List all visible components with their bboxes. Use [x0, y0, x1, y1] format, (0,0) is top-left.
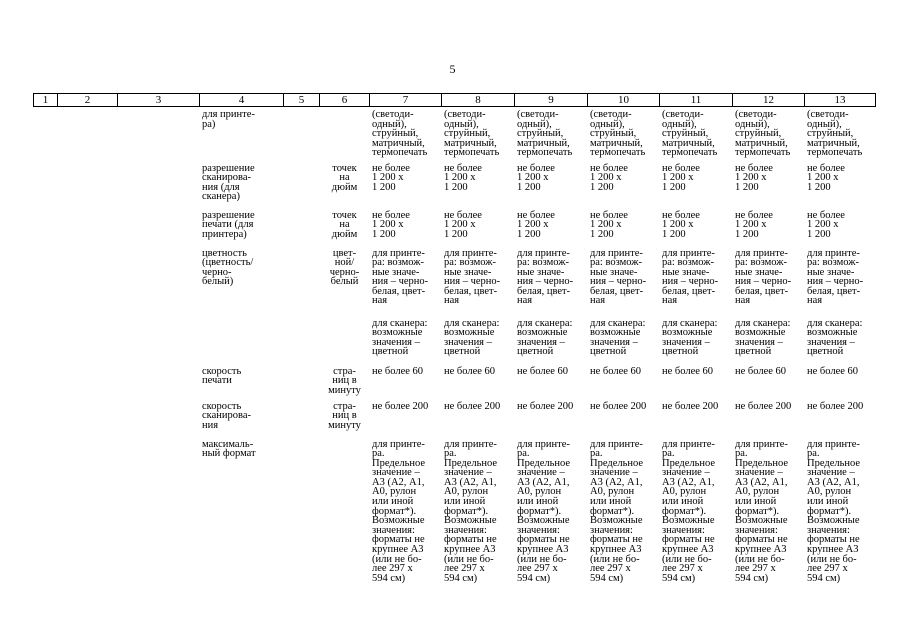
parameter-name: цветность (цветность/ черно- белый) — [202, 247, 254, 288]
unit-cell: точек на дюйм — [331, 162, 358, 193]
empty-cell — [284, 366, 320, 401]
value-cell: для сканера: возможные значения – цветной — [590, 317, 646, 358]
value-cell: для принте- ра: возмож- ные значе- ния – черно- белая, цвет- ная — [444, 247, 501, 307]
unit-cell — [320, 318, 370, 366]
empty-cell — [284, 318, 320, 366]
parameter-name: разрешение сканирова- ния (для сканера) — [202, 162, 255, 203]
value-cell: для принте- ра: возмож- ные значе- ния – черно- белая, цвет- ная — [662, 247, 719, 307]
empty-cell — [58, 401, 118, 439]
value-cell: не более 200 — [444, 400, 501, 412]
value-cell: не более 1 200 x 1 200 — [444, 162, 482, 193]
value-cell: (светоди- одный), струйный, матричный, термопечать — [372, 109, 428, 159]
column-number: 10 — [588, 94, 660, 107]
table-row — [34, 210, 876, 248]
value-cell: не более 60 — [735, 365, 787, 377]
empty-cell — [58, 439, 118, 604]
value-cell: (светоди- одный), струйный, матричный, термопечать — [735, 109, 791, 159]
value-cell: для сканера: возможные значения – цветной — [807, 317, 863, 358]
empty-cell — [284, 401, 320, 439]
empty-cell — [58, 248, 118, 318]
value-cell: не более 1 200 x 1 200 — [807, 209, 845, 240]
value-cell: для сканера: возможные значения – цветной — [444, 317, 500, 358]
table-row — [34, 107, 876, 163]
value-cell: не более 1 200 x 1 200 — [444, 209, 482, 240]
empty-cell — [34, 401, 58, 439]
column-number: 5 — [284, 94, 320, 107]
header-row — [34, 94, 876, 107]
column-number: 6 — [320, 94, 370, 107]
value-cell: (светоди- одный), струйный, матричный, термопечать — [662, 109, 718, 159]
empty-cell — [34, 248, 58, 318]
value-cell: не более 60 — [444, 365, 496, 377]
parameter-name: разрешение печати (для принтера) — [202, 209, 255, 240]
parameter-name: максималь- ный формат — [202, 438, 256, 460]
value-cell: (светоди- одный), струйный, матричный, термопечать — [444, 109, 500, 159]
parameter-name: для принте- ра) — [202, 109, 255, 130]
value-cell: для принте- ра: возмож- ные значе- ния – черно- белая, цвет- ная — [807, 247, 864, 307]
empty-cell — [58, 366, 118, 401]
value-cell: для сканера: возможные значения – цветной — [372, 317, 428, 358]
value-cell: не более 1 200 x 1 200 — [662, 209, 700, 240]
column-number: 4 — [200, 94, 284, 107]
value-cell: для принте- ра. Предельное значение – А3 (А2, А1, А0, рулон или иной формат*). Возможные значения: форматы не крупнее А3 (или не бо- лее 297 x 594 см) — [444, 438, 498, 584]
value-cell: не более 60 — [662, 365, 714, 377]
parameter-name: скорость сканирова- ния — [202, 400, 251, 431]
empty-cell — [34, 163, 58, 210]
value-cell: для принте- ра. Предельное значение – А3 (А2, А1, А0, рулон или иной формат*). Возможные значения: форматы не крупнее А3 (или не бо- лее 297 x 594 см) — [517, 438, 571, 584]
value-cell: для сканера: возможные значения – цветной — [735, 317, 791, 358]
column-number: 3 — [118, 94, 200, 107]
table-row — [34, 248, 876, 318]
value-cell: для принте- ра. Предельное значение – А3 (А2, А1, А0, рулон или иной формат*). Возможные значения: форматы не крупнее А3 (или не бо- лее 297 x 594 см) — [807, 438, 861, 584]
column-number: 1 — [34, 94, 58, 107]
value-cell: не более 1 200 x 1 200 — [590, 209, 628, 240]
value-cell: (светоди- одный), струйный, матричный, термопечать — [590, 109, 646, 159]
value-cell: не более 1 200 x 1 200 — [372, 209, 410, 240]
table-row — [34, 439, 876, 604]
empty-cell — [118, 248, 200, 318]
page-number: 5 — [449, 62, 456, 76]
empty-cell — [58, 107, 118, 163]
value-cell: для сканера: возможные значения – цветной — [662, 317, 718, 358]
empty-cell — [118, 439, 200, 604]
empty-cell — [118, 401, 200, 439]
value-cell: не более 200 — [517, 400, 574, 412]
value-cell: не более 200 — [735, 400, 792, 412]
value-cell: (светоди- одный), струйный, матричный, термопечать — [517, 109, 573, 159]
unit-cell: точек на дюйм — [331, 209, 358, 240]
value-cell: не более 200 — [590, 400, 647, 412]
value-cell: не более 1 200 x 1 200 — [590, 162, 628, 193]
value-cell: не более 60 — [807, 365, 859, 377]
unit-cell — [320, 107, 370, 163]
value-cell: для принте- ра. Предельное значение – А3 (А2, А1, А0, рулон или иной формат*). Возможные значения: форматы не крупнее А3 (или не бо- лее 297 x 594 см) — [662, 438, 716, 584]
column-number: 2 — [58, 94, 118, 107]
empty-cell — [34, 318, 58, 366]
value-cell: (светоди- одный), струйный, матричный, термопечать — [807, 109, 863, 159]
table-row — [34, 401, 876, 439]
value-cell: не более 1 200 x 1 200 — [517, 209, 555, 240]
parameter-name: скорость печати — [202, 365, 242, 387]
column-number: 13 — [805, 94, 876, 107]
empty-cell — [118, 107, 200, 163]
empty-cell — [284, 248, 320, 318]
column-number: 11 — [660, 94, 733, 107]
empty-cell — [284, 210, 320, 248]
empty-cell — [118, 210, 200, 248]
column-number: 9 — [515, 94, 588, 107]
value-cell: не более 1 200 x 1 200 — [517, 162, 555, 193]
value-cell: для принте- ра. Предельное значение – А3 (А2, А1, А0, рулон или иной формат*). Возможные значения: форматы не крупнее А3 (или не бо- лее 297 x 594 см) — [590, 438, 644, 584]
empty-cell — [34, 366, 58, 401]
value-cell: для принте- ра. Предельное значение – А3 (А2, А1, А0, рулон или иной формат*). Возможные значения: форматы не крупнее А3 (или не бо- лее 297 x 594 см) — [372, 438, 426, 584]
value-cell: не более 200 — [662, 400, 719, 412]
value-cell: для принте- ра: возмож- ные значе- ния – черно- белая, цвет- ная — [590, 247, 647, 307]
value-cell: не более 1 200 x 1 200 — [735, 209, 773, 240]
empty-cell — [58, 163, 118, 210]
value-cell: для принте- ра. Предельное значение – А3 (А2, А1, А0, рулон или иной формат*). Возможные значения: форматы не крупнее А3 (или не бо- лее 297 x 594 см) — [735, 438, 789, 584]
value-cell: не более 1 200 x 1 200 — [735, 162, 773, 193]
value-cell: не более 1 200 x 1 200 — [807, 162, 845, 193]
empty-cell — [284, 439, 320, 604]
empty-cell — [58, 318, 118, 366]
unit-cell — [320, 439, 370, 604]
empty-cell — [58, 210, 118, 248]
value-cell: для сканера: возможные значения – цветной — [517, 317, 573, 358]
empty-cell — [284, 163, 320, 210]
table-row — [34, 366, 876, 401]
value-cell: не более 60 — [590, 365, 642, 377]
value-cell: не более 1 200 x 1 200 — [372, 162, 410, 193]
unit-cell: стра- ниц в минуту — [328, 365, 361, 396]
column-number: 8 — [442, 94, 515, 107]
value-cell: не более 1 200 x 1 200 — [662, 162, 700, 193]
value-cell: не более 200 — [372, 400, 429, 412]
unit-cell: цвет- ной/ черно- белый — [329, 247, 360, 288]
empty-cell — [118, 318, 200, 366]
table-row — [34, 163, 876, 210]
parameter-name — [200, 318, 284, 366]
empty-cell — [118, 163, 200, 210]
column-number: 12 — [733, 94, 805, 107]
value-cell: для принте- ра: возмож- ные значе- ния – черно- белая, цвет- ная — [372, 247, 429, 307]
empty-cell — [284, 107, 320, 163]
value-cell: не более 60 — [372, 365, 424, 377]
empty-cell — [34, 210, 58, 248]
spec-table — [33, 93, 876, 604]
value-cell: для принте- ра: возмож- ные значе- ния – черно- белая, цвет- ная — [735, 247, 792, 307]
column-number: 7 — [370, 94, 442, 107]
empty-cell — [118, 366, 200, 401]
unit-cell: стра- ниц в минуту — [328, 400, 361, 431]
value-cell: не более 200 — [807, 400, 864, 412]
table-row — [34, 318, 876, 366]
empty-cell — [34, 107, 58, 163]
value-cell: не более 60 — [517, 365, 569, 377]
value-cell: для принте- ра: возмож- ные значе- ния – черно- белая, цвет- ная — [517, 247, 574, 307]
empty-cell — [34, 439, 58, 604]
